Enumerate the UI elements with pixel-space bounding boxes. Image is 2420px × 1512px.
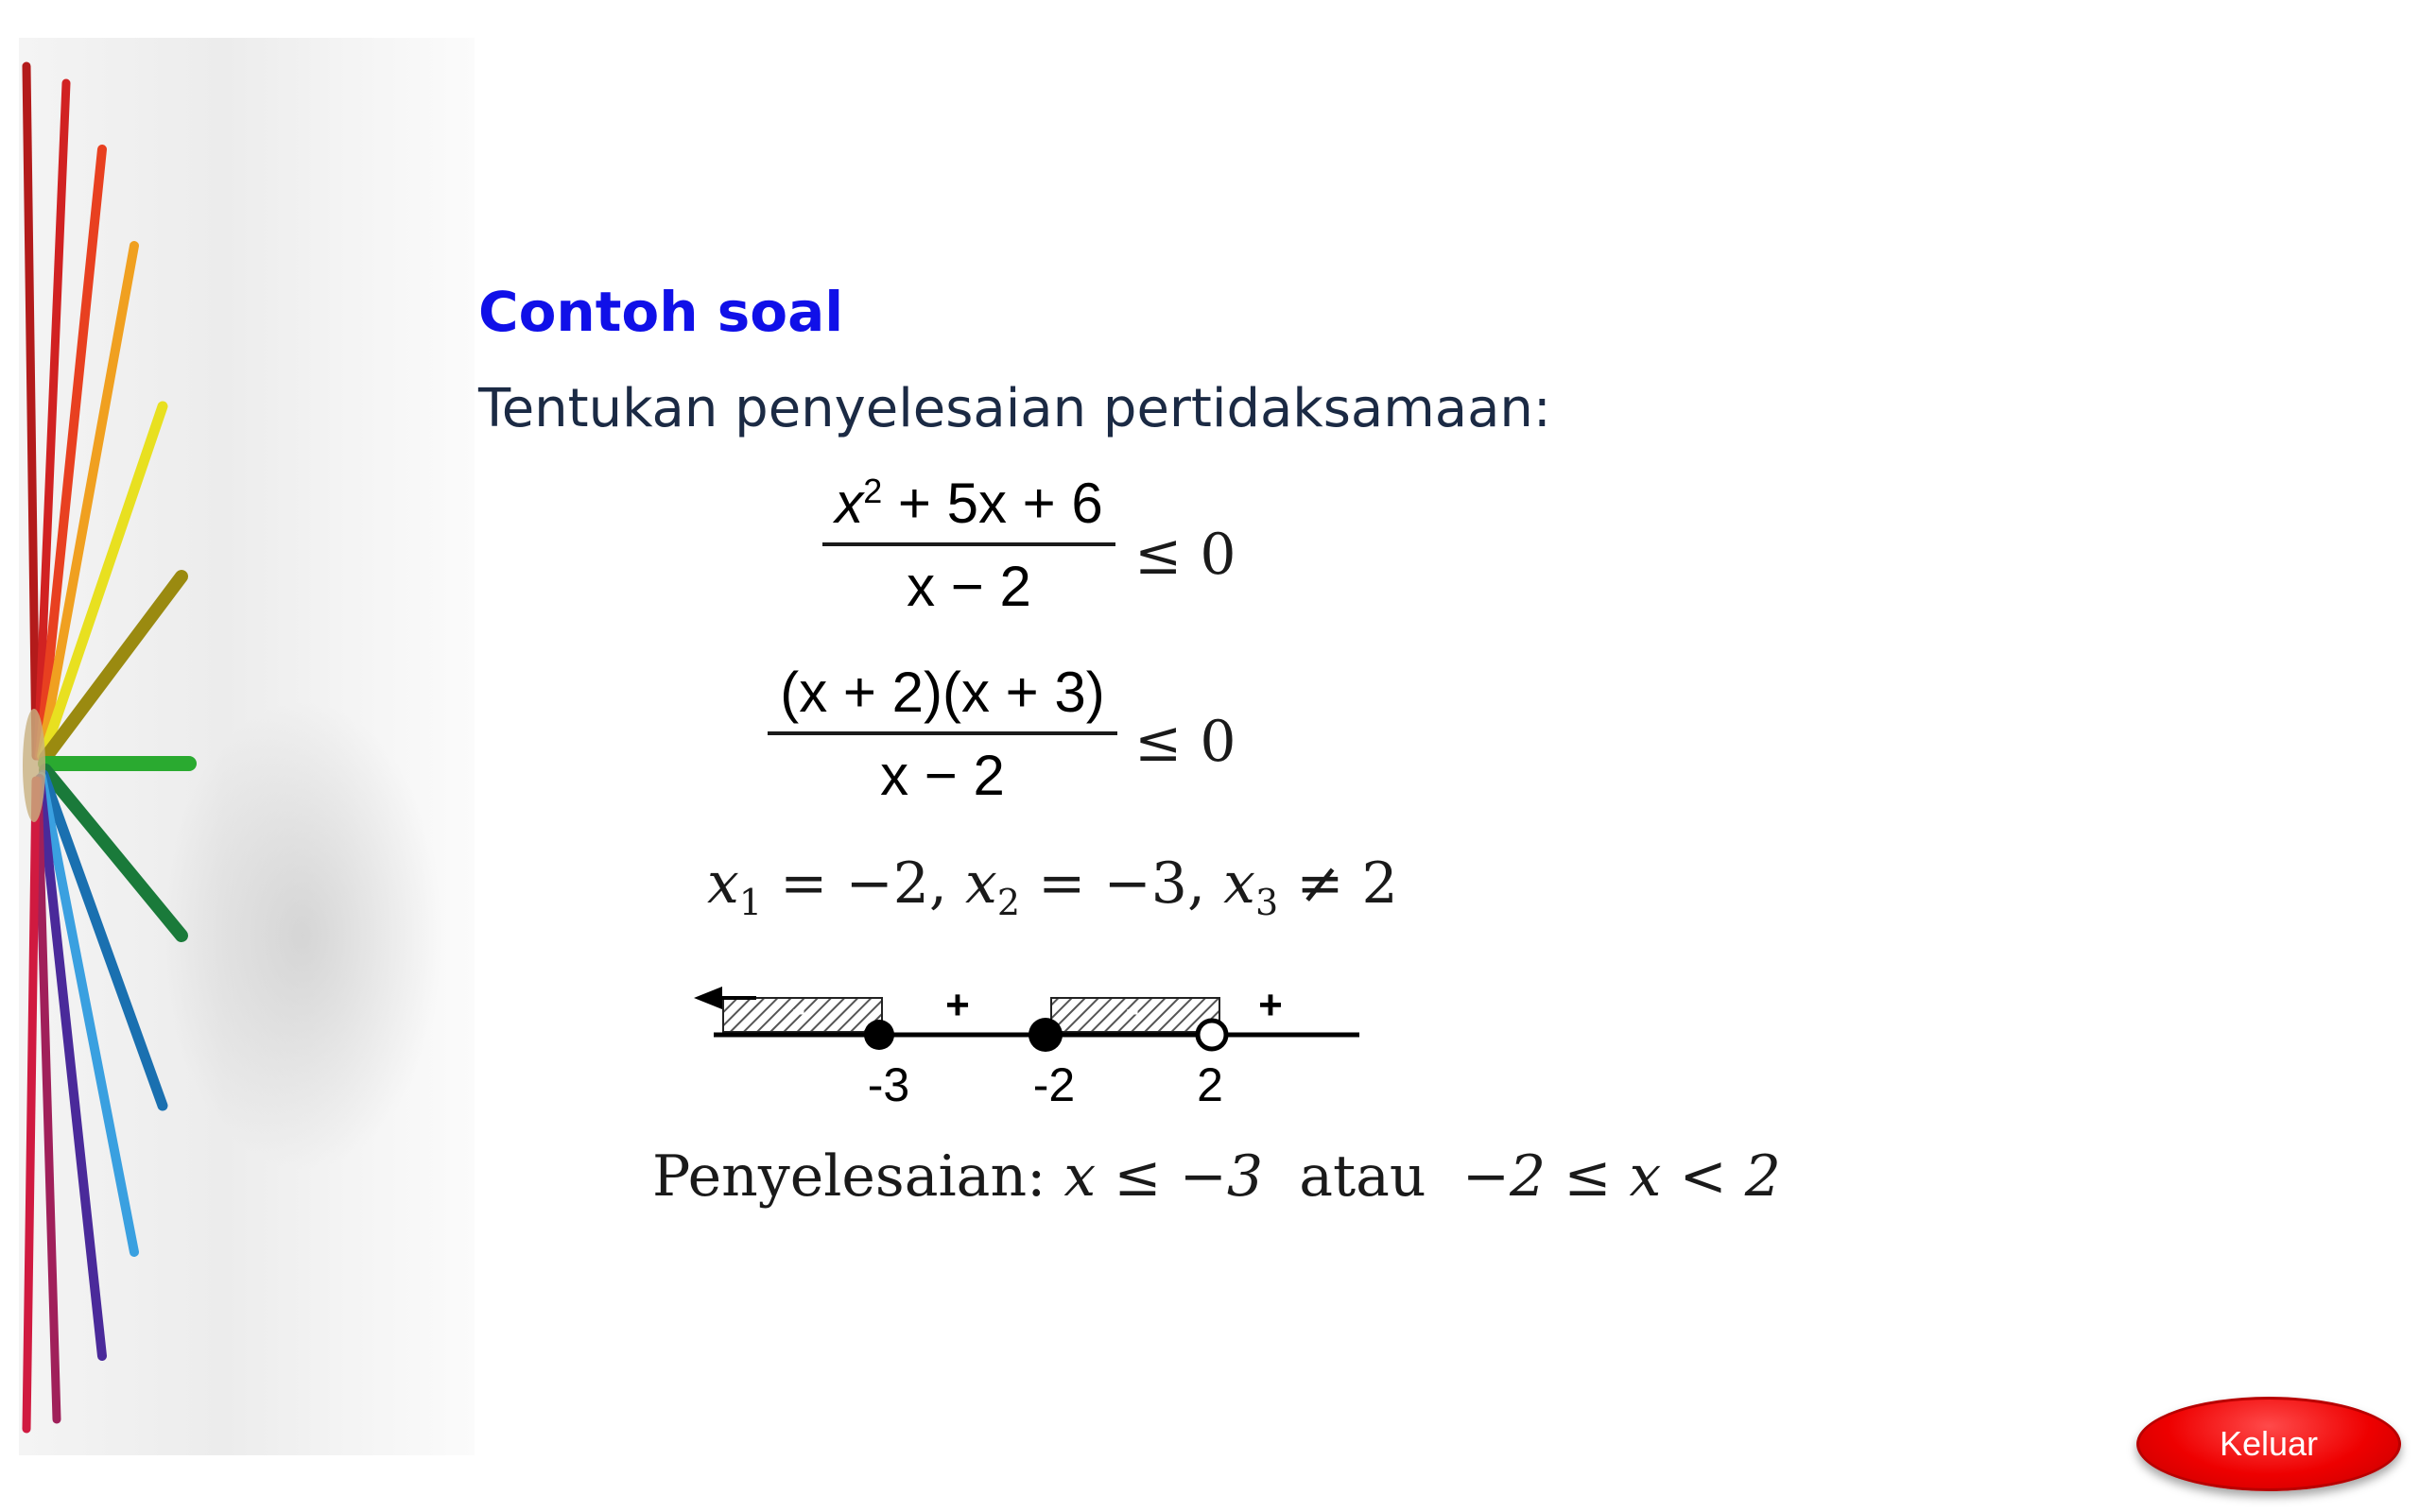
solution-statement — [652, 1143, 1781, 1210]
inequality-2-relation: ≤ 0 — [1134, 709, 1236, 775]
tick-label: -3 — [867, 1058, 910, 1111]
solution-part-2: −2 ≤ x < 2 — [1461, 1143, 1781, 1210]
inequality-1-numerator: $x^2 + 5x + 6$ — [835, 472, 1103, 535]
instruction-text: Tentukan penyelesaian pertidaksamaan: — [478, 378, 1551, 439]
sign-label: + — [945, 982, 970, 1028]
fraction-bar — [822, 542, 1115, 546]
sign-number-line — [681, 973, 1361, 1115]
tick-label: -2 — [1032, 1058, 1076, 1111]
left-arrow-icon — [694, 987, 722, 1009]
colored-pencils-decoration — [19, 38, 475, 1455]
pencils-fan-icon — [19, 38, 475, 1455]
roots-line: $x_1 = -2$, $x_2 = -3$, $x_3 \ne 2$ — [707, 850, 1398, 923]
inequality-1-relation: ≤ 0 — [1134, 522, 1236, 588]
closed-point — [1028, 1018, 1063, 1052]
inequality-2-fraction — [768, 662, 1117, 807]
open-point — [1198, 1021, 1226, 1049]
fraction-bar — [768, 731, 1117, 735]
solution-part-1: x ≤ −3 — [1063, 1143, 1264, 1210]
sign-label: - — [791, 986, 806, 1032]
closed-point — [864, 1020, 894, 1050]
inequality-2-numerator: (x + 2)(x + 3) — [780, 661, 1105, 724]
inequality-2-denominator: x − 2 — [880, 744, 1005, 807]
solution-prefix: Penyelesaian: — [652, 1143, 1064, 1210]
tick-label: 2 — [1197, 1058, 1223, 1111]
inequality-1-denominator: x − 2 — [907, 555, 1031, 618]
sign-label: - — [1125, 986, 1140, 1032]
exit-button[interactable]: Keluar — [2136, 1397, 2401, 1491]
solution-connector: atau — [1263, 1143, 1462, 1210]
sign-label: + — [1258, 982, 1283, 1028]
inequality-1-fraction — [822, 472, 1115, 618]
slide-title: Contoh soal — [478, 280, 844, 344]
